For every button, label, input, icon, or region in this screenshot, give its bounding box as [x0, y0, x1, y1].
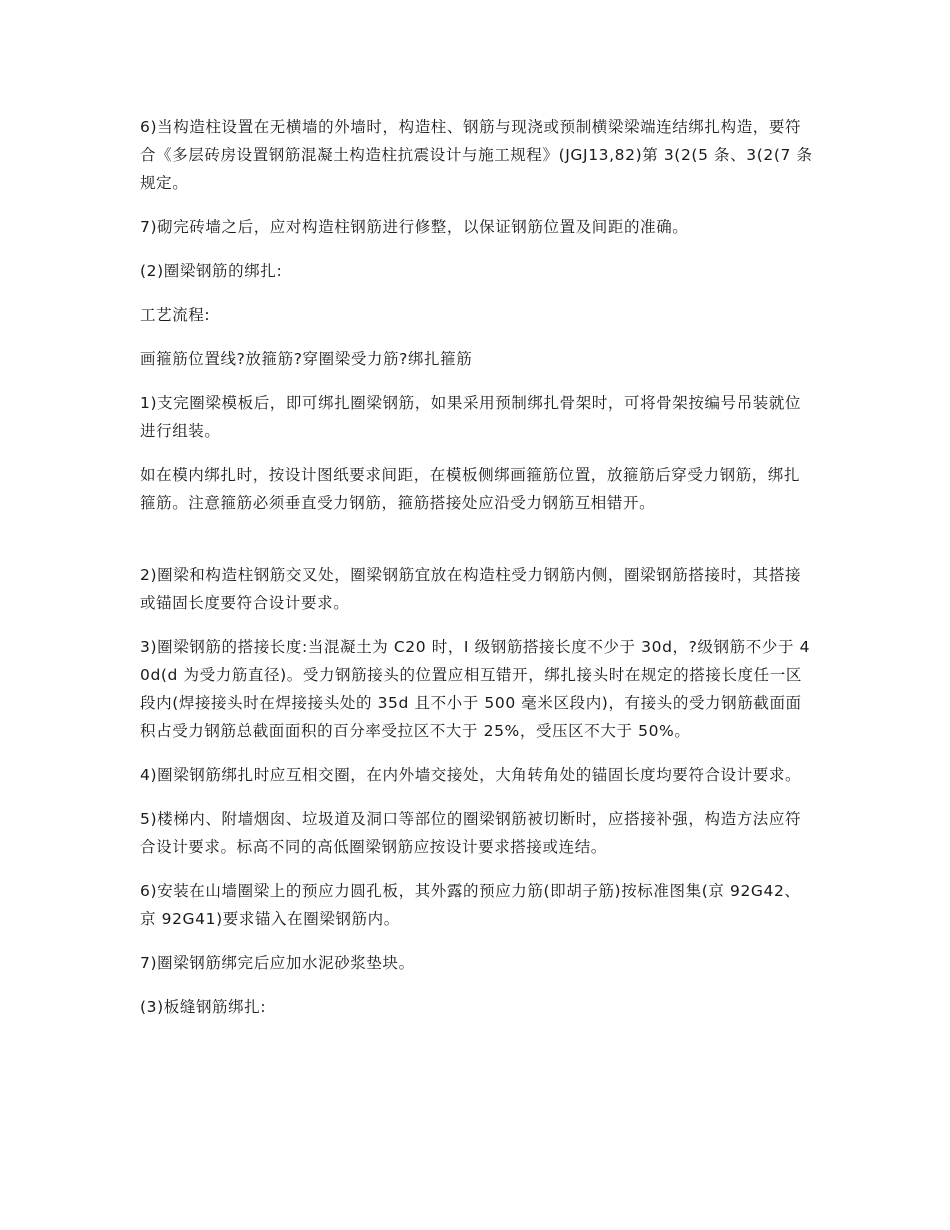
section-heading-slab-joint: (3)板缝钢筋绑扎: — [140, 998, 267, 1016]
paragraph-4: 如在模内绑扎时，按设计图纸要求间距，在模板侧绑画箍筋位置，放箍筋后穿受力钢筋，绑扎箍筋。注意箍筋必须垂直受力钢筋，箍筋搭接处应沿受力钢筋互相错开。 — [140, 466, 801, 512]
paragraph-7: 4)圈梁钢筋绑扎时应互相交圈，在内外墙交接处，大角转角处的锚固长度均要符合设计要求。 — [140, 766, 802, 784]
paragraph-2: 7)砌完砖墙之后，应对构造柱钢筋进行修整，以保证钢筋位置及间距的准确。 — [140, 218, 689, 236]
paragraph-1: 6)当构造柱设置在无横墙的外墙时，构造柱、钢筋与现浇或预制横梁梁端连结绑扎构造，要符合《多层砖房设置钢筋混凝土构造柱抗震设计与施工规程》(JGJ13,82)第 3(2(5 条、3(2(7 条规定。 — [140, 118, 813, 192]
process-flow: 画箍筋位置线?放箍筋?穿圈梁受力筋?绑扎箍筋 — [140, 350, 473, 368]
process-heading: 工艺流程: — [140, 306, 211, 324]
paragraph-5: 2)圈梁和构造柱钢筋交叉处，圈梁钢筋宜放在构造柱受力钢筋内侧，圈梁钢筋搭接时，其搭接或锚固长度要符合设计要求。 — [140, 566, 802, 612]
paragraph-9: 6)安装在山墙圈梁上的预应力圆孔板，其外露的预应力筋(即胡子筋)按标准图集(京 92G42、京 92G41)要求锚入在圈梁钢筋内。 — [140, 882, 801, 928]
paragraph-10: 7)圈梁钢筋绑完后应加水泥砂浆垫块。 — [140, 954, 415, 972]
paragraph-3: 1)支完圈梁模板后，即可绑扎圈梁钢筋，如果采用预制绑扎骨架时，可将骨架按编号吊装就位进行组装。 — [140, 394, 802, 440]
section-heading-ring-beam: (2)圈梁钢筋的绑扎: — [140, 262, 283, 280]
paragraph-6: 3)圈梁钢筋的搭接长度:当混凝土为 C20 时，I 级钢筋搭接长度不少于 30d，?级钢筋不少于 40d(d 为受力筋直径)。受力钢筋接头的位置应相互错开，绑扎接头时在规定的搭接长度任一区段内(焊接接头时在焊接接头处的 35d 且不小于 500 毫米区段内)，有接头的受力钢筋截面面积占受力钢筋总截面面积的百分率受拉区不大于 25%，受压区不大于 50%。 — [140, 638, 811, 740]
document-body — [140, 113, 815, 1037]
paragraph-8: 5)楼梯内、附墙烟囱、垃圾道及洞口等部位的圈梁钢筋被切断时，应搭接补强，构造方法应符合设计要求。标高不同的高低圈梁钢筋应按设计要求搭接或连结。 — [140, 810, 802, 856]
